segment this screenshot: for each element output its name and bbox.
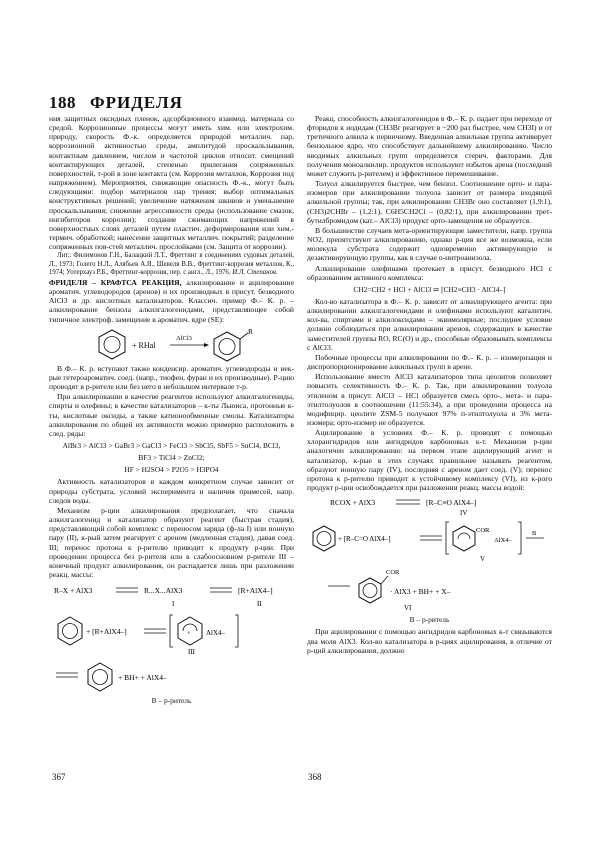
scheme2-right: [R+AlX4–]: [237, 586, 273, 596]
solvent-note: В – р-ритель: [409, 615, 450, 625]
complex-formation-scheme: [52, 581, 292, 609]
catalyst-series-2: BF3 > TiCl4 > ZnCl2;: [138, 453, 205, 463]
plus-sign: +: [186, 631, 190, 638]
paragraph: Побочные процессы при алкилировании по Ф.– К. р. – изомеризация и диспропорционирование алкильных групп в арене.: [307, 352, 552, 372]
bracket-left: [446, 522, 449, 554]
label-iii: III: [187, 648, 195, 656]
benzene-ring: [58, 617, 82, 645]
column-number-right: 368: [308, 772, 322, 782]
running-title: ФРИДЕЛЯ: [90, 93, 183, 112]
paragraph: Механизм р-ции алкилирования предполагает, что сначала алкилгалогенид и катализатор образуют реагент (быстрая стадия), представляющий собой комплекс с переносом заряда (ф-ла I) или ионную пару (II), к-рый затем реагирует с ареном (медленная стадия), давая соед. III; перенос протона к р-рителю приводит к продукту р-ции. При проведении процесса без р-рителя или в слабоосновном р-рителе III – конечный продукт алкилирования, он распадается лишь при разложении реакц. массы:: [49, 505, 294, 580]
catalyst-series-3: HF > H2SO4 > P2O5 > H3PO4: [124, 465, 219, 475]
aromatic-circle: [62, 624, 77, 639]
literature-author: И.Л. Степанов.: [232, 268, 278, 276]
paragraph: Толуол алкилируется быстрее, чем бензол. Соотношение орто- и пара-изомеров при алкилировании толуола зависит от размера входящей алкильной группы; так, при алкилировании CH3Br оно составляет (1,9:1), (CH3)2CHBr – (1,2:1), C6H5CH2Cl – (0,82:1), при алкилировании трет-бутилбромидом (кат.– AlCl3) продукт орто-замещения не образуется.: [307, 179, 552, 225]
scheme6-reagent: + [R–C=O AlX4–]: [337, 535, 391, 544]
literature-text: Лит.: Филимонов Г.Н., Балацкий Л.Т., Фреттинг в соединениях судовых деталей, Л., 1973; Голего Н.Л., Алябьев А.Я., Шевеля В.В., Фреттинг-коррозия металлов, К., 1974; Уотерхауз Р.Б., Фреттинг-коррозия, пер. с англ., Л., 1976.: [49, 252, 294, 276]
literature-note: [49, 252, 294, 277]
paragraph: При алкилировании в качестве реагентов используют алкилгалогениды, спирты и олефины; в качестве катализаторов – к-ты Льюиса, протонные к-ты, кислотные оксиды, а также катионообменные смолы. Катализаторы алкилирования по общей их активности можно примерно расположить в след. ряды:: [49, 392, 294, 438]
paragraph: При ацилировании с помощью ангидридов карбоновых к-т связываются два моля AlX3. Кол-во катализатора в р-циях ацилирования, в отличие от р-ций алкилирования, должно: [307, 627, 552, 655]
scheme6-cor: COR: [475, 527, 489, 535]
paragraph: Кол-во катализатора в Ф.– К. р. зависит от алкилирующего агента: при алкилировании алкилгалогенидами и олефинами используют каталитич. кол-ва, спиртами и алкилоксидами – эквимолярные; последнее условие должно соблюдаться при алкилировании аренов, содержащих в качестве заместителей группы RO, RC(O) и др., способные образовывать комплексы с AlCl3.: [307, 296, 552, 352]
substituent-r: R: [247, 326, 253, 336]
benzene-ring: [359, 578, 381, 603]
sigma-complex-scheme: [52, 611, 292, 655]
page-header: [49, 93, 549, 113]
label-i: I: [171, 600, 174, 609]
scheme2-mid: R...X...AlX3: [143, 586, 182, 596]
scheme6-ion: AlX4–: [493, 537, 512, 545]
arrow-head: [204, 343, 209, 347]
bracket-right: [518, 522, 521, 554]
product-scheme: [52, 657, 292, 693]
column-number-left: 367: [52, 772, 66, 782]
olefin-complex-formula: CH2=CH2 + HCl + AlCl3 ⇌ [CH2≡CH3 · AlCl4–]: [353, 284, 506, 294]
label-vi: VI: [403, 604, 411, 613]
right-column: [307, 114, 552, 724]
substituent-bond: [381, 576, 388, 584]
page-number: 188: [49, 93, 76, 112]
arenium-arc: [183, 624, 197, 631]
bracket-left: [170, 615, 173, 647]
scheme7-cor: COR: [385, 569, 399, 577]
paragraph: В Ф.– К. р. вступают также конденсир. ароматич. углеводороды и нек-рые гетероароматич. соед. (напр., тиофен, фуран и их производные). Р-цию проводят в р-рителе или без него в небольшом интервале т-р.: [49, 363, 294, 392]
paragraph: ния защитных оксидных пленок, адсорбционного взаимод. материала со средой. Коррозионные процессы могут иметь хим. или электрохим. природу, скорость Ф.-к. определяется природой металлич. пар, коррозионной активностью среды, амплитудой проскальзывания, контактным давлением, числом и частотой циклов относит. смещений контактирующих деталей, степенью прилегания сопряженных поверхностей, т-рой в зоне контакта (см. Коррозия металлов, Коррозия под напряжением). Мероприятия, снижающие опасность Ф.-к., могут быть следующими: подбор материалов пар трения; выбор оптимальных конструктивных решений; увеличение натяжения шкивов и уменьшение проскальзывания; снижение агрессивности среды (использование смазок, ингибиторов коррозии); создание сжимающих напряжений в поверхностных слоях деталей путем пластич. деформирования или хим.-термич. обработкой; нанесение защитных металлич. покрытий; разделение сопряженных пов-стей металлич. прослойками (см. Защита от коррозии).: [49, 114, 294, 252]
scheme1-catalyst: AlCl3: [175, 334, 192, 342]
label-ii: II: [256, 600, 262, 609]
scheme4-tail: + BH+ + AlX4–: [117, 673, 167, 683]
aromatic-circle: [104, 336, 120, 352]
aromatic-circle: [317, 532, 331, 546]
scheme5-right: [R–C≡O AlX4–]: [425, 498, 476, 508]
paragraph: Алкилирование олефинами протекает в присут. безводного HCl с образованием активного комплекса:: [307, 263, 552, 282]
entry: [49, 278, 294, 324]
benzene-ring: [99, 330, 125, 359]
benzene-alkylation-scheme: [82, 326, 262, 362]
scheme2-left: R–X + AlX3: [53, 586, 92, 596]
aromatic-circle: [219, 338, 235, 354]
substituent-bond: [240, 333, 248, 339]
left-column: [49, 114, 294, 759]
paragraph: алкилирование и ацилирование ароматич. углеводородов (аренов) и их производных в присут. безводного AlCl3 и др. кислотных катализаторов. Классич. пример Ф.– К. р. – алкилирование бензола алкилгалогенидами, представляющее собой типичное электроф. замещение в ароматич. ядре (SE):: [49, 277, 294, 324]
catalyst-series-1: AlBr3 > AlCl3 > GaBr3 > GaCl3 > FeCl3 > SbCl5, SbF5 > SnCl4, BCl3,: [62, 440, 281, 450]
label-iv: IV: [459, 509, 467, 517]
scheme3-reagent: + [R+AlX4–]: [85, 627, 127, 637]
bracket-right: [235, 615, 238, 647]
paragraph: Ацилирование в условиях Ф.– К. р. проводят с помощью хлорангидридов или ангидридов карбоновых к-т. Механизм р-ции аналогичен алкилированию: на первом этапе ацилирующий агент и катализатор, к-рые в этих случаях правильнее называть реагентом, образуют ионную пару (IV), последняя с ареном дает соед. (V); перенос протона к р-рителю приводит к устойчивому комплексу (VI), из к-рого продукт р-ции освобождается при разложении реакц. массы водой:: [307, 428, 552, 493]
aromatic-circle: [92, 670, 107, 685]
label-v: V: [479, 555, 485, 563]
solvent-note: В – р-ритель: [151, 696, 192, 706]
acylation-product-scheme: [310, 564, 550, 612]
entry-title: ФРИДЕЛЯ – КРАФТСА РЕАКЦИЯ,: [49, 277, 182, 287]
paragraph: Использование вместо AlCl3 катализаторов типа цеолитов позволяет повысить селективность Ф.– К. р. Так, при алкилировании толуола этиленом в присут. AlCl3 – HCl образуется смесь орто-, мета- и пара-этилтолуолов в соотношении (11:55:34), а при проведении процесса на модифицир. цеолите ZSM-5 получают 97% п-этилтолуола и 3% мета-изомера; орто-изомер не образуется.: [307, 372, 552, 427]
scheme3-ion: AlX4–: [205, 629, 225, 638]
benzene-ring: [88, 663, 112, 691]
acylation-sigma-scheme: [310, 518, 550, 562]
paragraph: Активность катализаторов в каждом конкретном случае зависит от природы субстрата, условий эксперимента и наличия примесей, напр. следов воды.: [49, 477, 294, 505]
benzene-ring: [313, 526, 335, 551]
scheme7-tail: · AlX3 + BH+ + X–: [389, 587, 450, 597]
benzene-ring: [214, 332, 240, 361]
scheme1-reagent: + RHal: [131, 340, 155, 350]
paragraph: В большинстве случаев мета-ориентирующие заместители, напр. группа NO2, препятствуют алкилированию, однако р-ция все же возможна, если молекула субстрата содержит одновременно активирующую и дезактивирующую группы, как в случае о-нитроанизола.: [307, 225, 552, 263]
arenium-arc: [458, 533, 470, 539]
paragraph: Реакц. способность алкилгалогенидов в Ф.– К. р. падает при переходе от фторидов к иодидам (CH3Br реагирует в ~200 раз быстрее, чем CH3I) и от третичного алкила к первичному. Введенная алкильная группа активирует бензольное ядро, что способствует дальнейшему алкилированию. Число вводимых алкильных групп определяется стерич. факторами. Для получения моноалкилир. продуктов используют избыток арена (последний может служить р-рителем) и эффективное перемешивание.: [307, 114, 552, 178]
aromatic-circle: [363, 584, 377, 598]
benzene-ring: [453, 526, 475, 551]
acylium-formation-scheme: [310, 494, 550, 516]
scheme5-left: RCOX + AlX3: [329, 498, 375, 508]
scheme6-base: B: [531, 530, 536, 538]
